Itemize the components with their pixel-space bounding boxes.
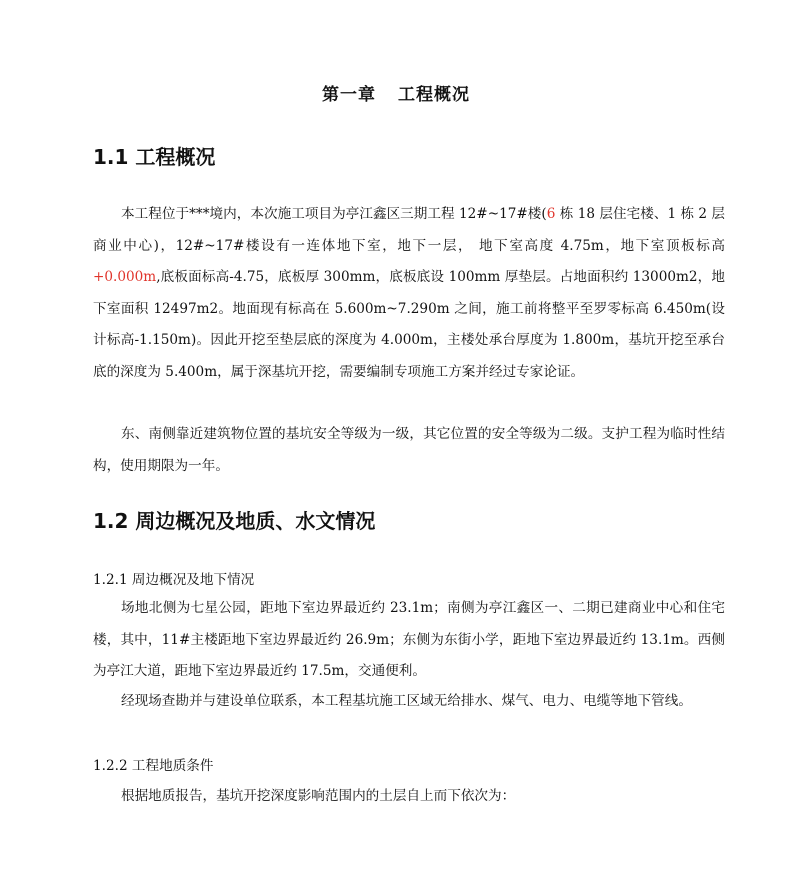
highlight-text: 6	[546, 206, 556, 222]
chapter-title	[0, 80, 792, 105]
text-run: 东、南侧靠近建筑物位置的基坑安全等级为一级，其它位置的安全等级为二级。支护工程为临时性结构，使用期限为一年。	[93, 426, 725, 474]
paragraph-safety-grade	[93, 419, 725, 482]
section-heading-1-2: 1.2 周边概况及地质、水文情况	[93, 509, 376, 533]
text-run: 栋 18 层住宅楼、1 栋 2 层商业中心)，12#~17#楼设有一连体地下室，地下一层， 地下室高度 4.75m，地下室顶板标高	[93, 206, 725, 254]
section-heading-1-1: 1.1 工程概况	[93, 145, 216, 169]
text-run: ,底板面标高-4.75，底板厚 300mm，底板底设 100mm 厚垫层。占地面积约 13000m2，地下室面积 12497m2。地面现有标高在 5.600m~7.290m 之间，施工前将整平至罗零标高 6.450m(设计标高-1.150m)。因此开挖至垫层底的深度为 4.000m，主楼处承台厚度为 1.800m，基坑开挖至承台底的深度为 5.400m，属于深基坑开挖，需要编制专项施工方案并经过专家论证。	[93, 269, 725, 380]
paragraph-project-overview	[93, 199, 725, 389]
highlight-text: +0.000m	[93, 269, 157, 286]
paragraph-surroundings: 场地北侧为七星公园，距地下室边界最近约 23.1m；南侧为亭江鑫区一、二期已建商业中心和住宅楼，其中，11#主楼距地下室边界最近约 26.9m；东侧为东街小学，距地下室边界最近约 13.1m。西侧为亭江大道，距地下室边界最近约 17.5m，交通便利。	[93, 600, 725, 680]
paragraph-geology-intro: 根据地质报告，基坑开挖深度影响范围内的土层自上而下依次为：	[121, 788, 516, 804]
text-run: 本工程位于***境内，本次施工项目为亭江鑫区三期工程 12#~17#楼(	[121, 206, 547, 222]
chapter-name: 工程概况	[398, 85, 470, 105]
paragraph-underground-pipelines: 经现场查勘并与建设单位联系，本工程基坑施工区域无给排水、煤气、电力、电缆等地下管线。	[121, 693, 692, 709]
subsection-heading-1-2-2: 1.2.2 工程地质条件	[93, 758, 214, 774]
subsection-heading-1-2-1: 1.2.1 周边概况及地下情况	[93, 572, 255, 588]
chapter-number: 第一章	[322, 85, 376, 105]
